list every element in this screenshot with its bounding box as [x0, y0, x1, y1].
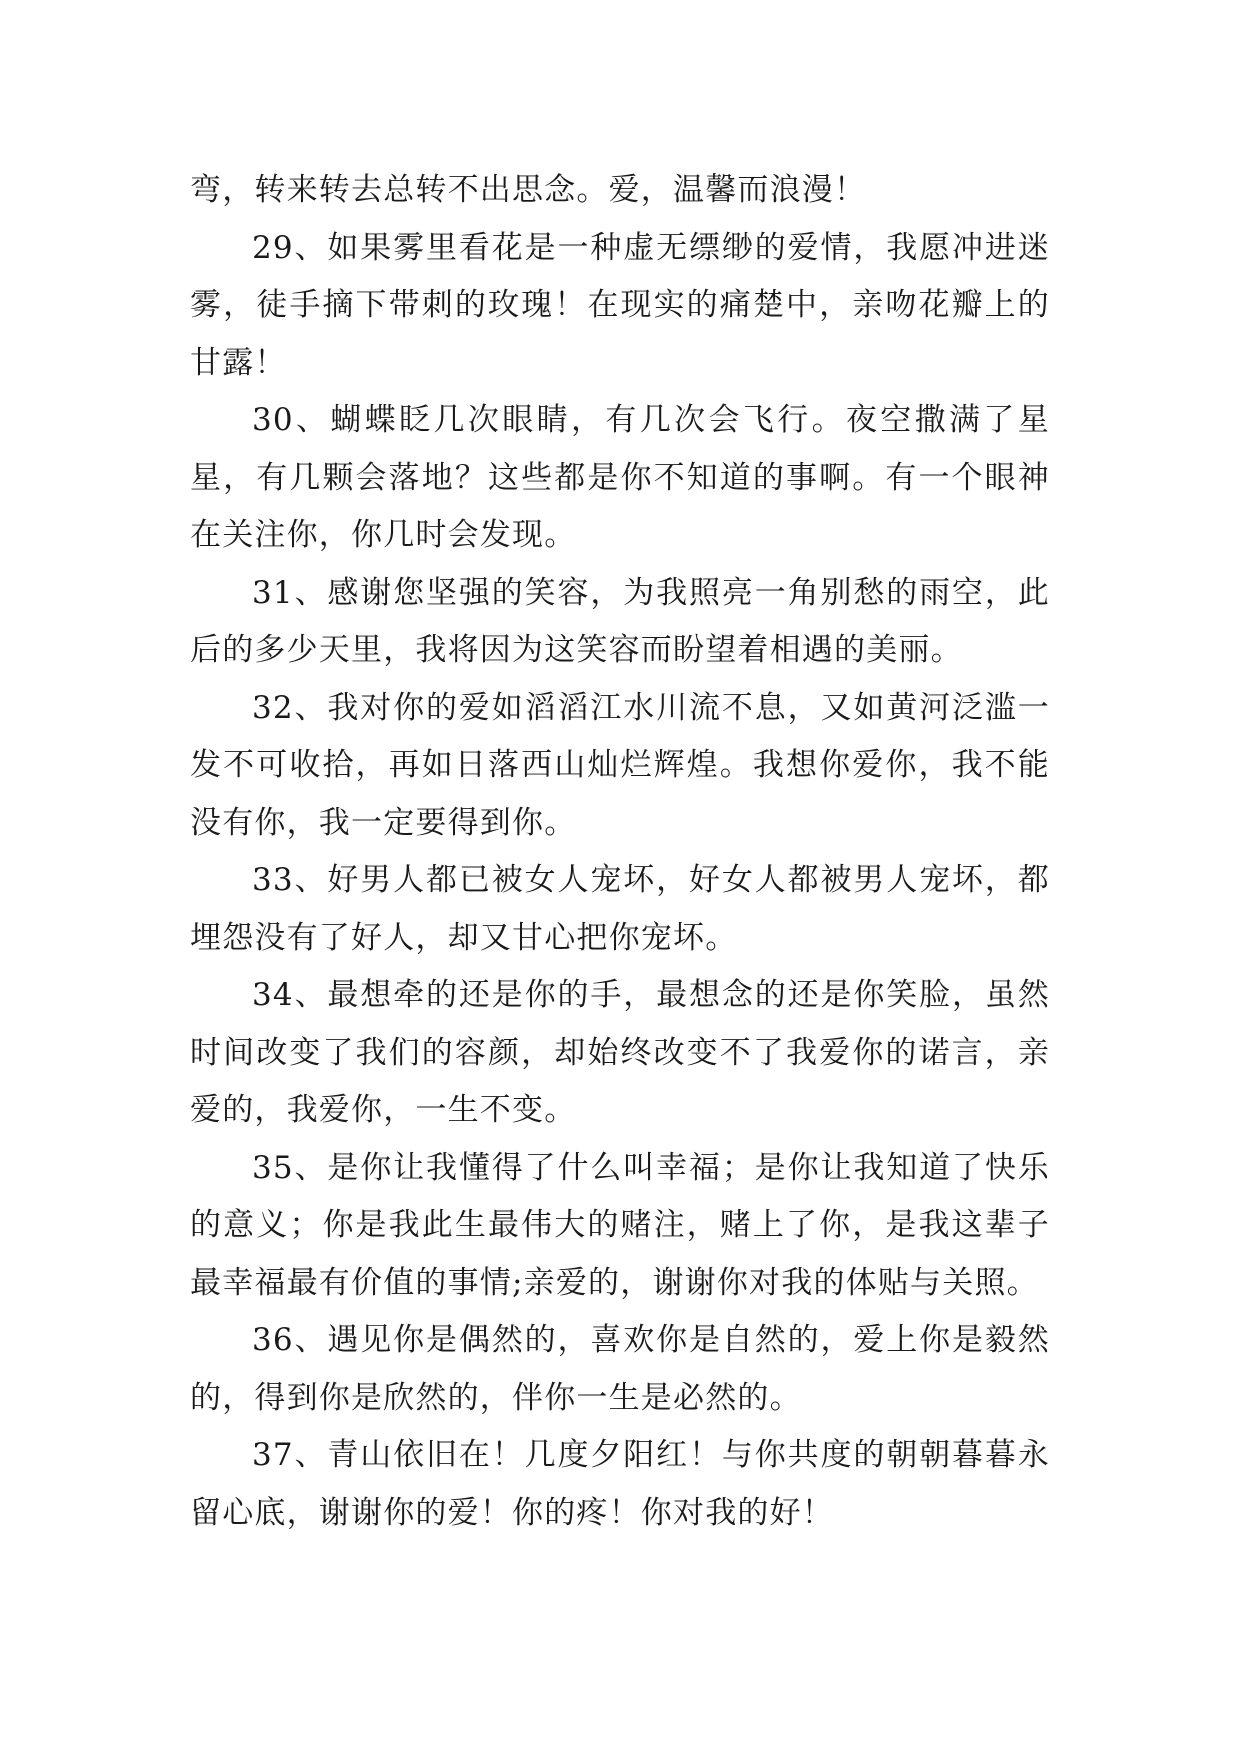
paragraph-32: 32、我对你的爱如滔滔江水川流不息，又如黄河泛滥一发不可收拾，再如日落西山灿烂辉煌。我想你爱你，我不能没有你，我一定要得到你。	[190, 689, 1050, 841]
paragraph-33: 33、好男人都已被女人宠坏，好女人都被男人宠坏，都埋怨没有了好人，却又甘心把你宠坏。	[190, 862, 1050, 956]
document-body	[190, 162, 1050, 1542]
paragraph-34: 34、最想牵的还是你的手，最想念的还是你笑脸，虽然时间改变了我们的容颜，却始终改变不了我爱你的诺言，亲爱的，我爱你，一生不变。	[190, 977, 1050, 1128]
paragraph-36: 36、遇见你是偶然的，喜欢你是自然的，爱上你是毅然的，得到你是欣然的，伴你一生是必然的。	[190, 1322, 1050, 1416]
paragraph-30: 30、蝴蝶眨几次眼睛，有几次会飞行。夜空撒满了星星，有几颗会落地？这些都是你不知道的事啊。有一个眼神在关注你，你几时会发现。	[190, 402, 1050, 553]
paragraph-35: 35、是你让我懂得了什么叫幸福；是你让我知道了快乐的意义；你是我此生最伟大的赌注，赌上了你，是我这辈子最幸福最有价值的事情;亲爱的，谢谢你对我的体贴与关照。	[190, 1149, 1050, 1301]
paragraph-31: 31、感谢您坚强的笑容，为我照亮一角别愁的雨空，此后的多少天里，我将因为这笑容而盼望着相遇的美丽。	[190, 574, 1050, 668]
paragraph-continuation: 弯，转来转去总转不出思念。爱，温馨而浪漫！	[190, 172, 867, 208]
paragraph-29: 29、如果雾里看花是一种虚无缥缈的爱情，我愿冲进迷雾，徒手摘下带刺的玫瑰！在现实的痛楚中，亲吻花瓣上的甘露！	[190, 229, 1050, 381]
paragraph-37: 37、青山依旧在！几度夕阳红！与你共度的朝朝暮暮永留心底，谢谢你的爱！你的疼！你对我的好！	[190, 1437, 1050, 1531]
